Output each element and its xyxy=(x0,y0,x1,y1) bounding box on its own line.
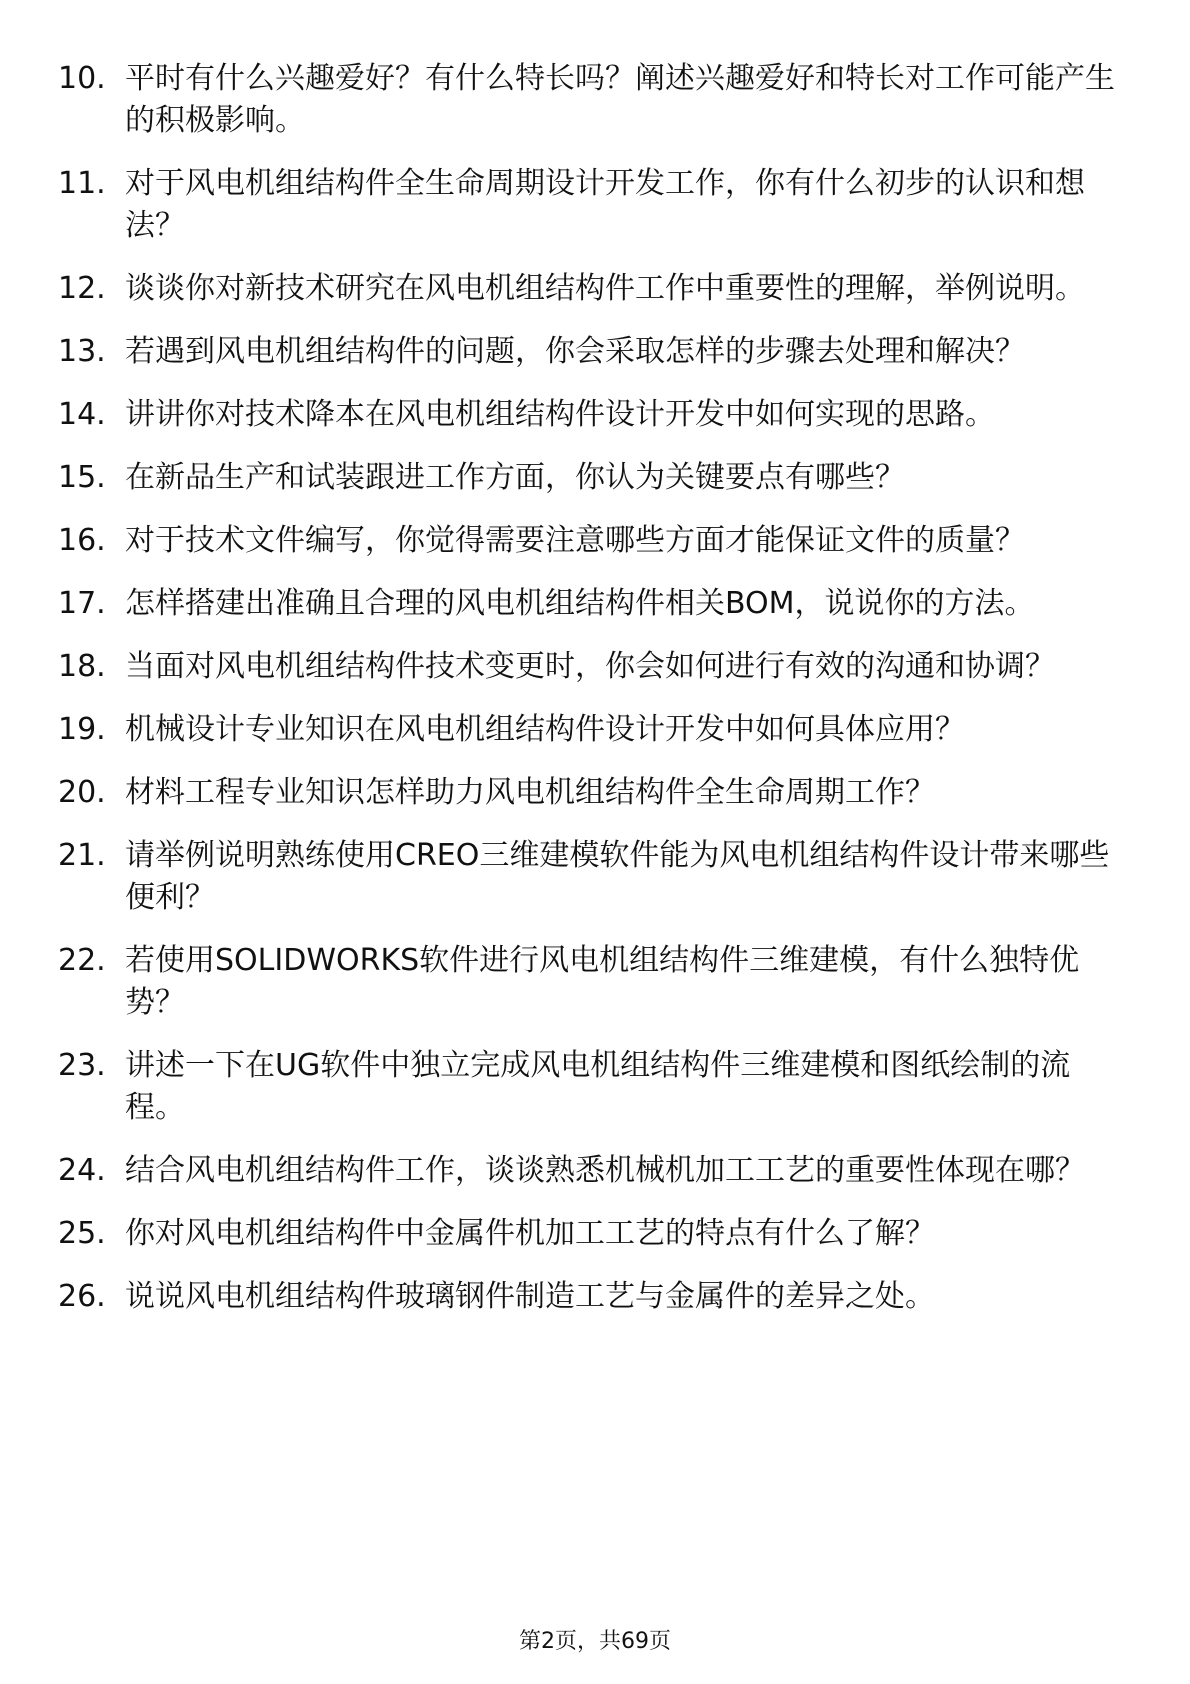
question-text: 材料工程专业知识怎样助力风电机组结构件全生命周期工作？ xyxy=(125,775,935,810)
question-item xyxy=(58,268,1138,310)
question-number: 23. xyxy=(58,1048,106,1083)
question-number: 24. xyxy=(58,1153,106,1188)
question-text: 怎样搭建出准确且合理的风电机组结构件相关BOM，说说你的方法。 xyxy=(125,586,1035,621)
question-item xyxy=(58,583,1138,625)
question-number: 17. xyxy=(58,586,106,621)
page-footer: 第2页，共69页 xyxy=(519,1629,671,1654)
question-text: 在新品生产和试装跟进工作方面，你认为关键要点有哪些？ xyxy=(125,460,905,495)
question-text: 说说风电机组结构件玻璃钢件制造工艺与金属件的差异之处。 xyxy=(125,1279,935,1314)
question-text: 讲述一下在UG软件中独立完成风电机组结构件三维建模和图纸绘制的流程。 xyxy=(125,1048,1071,1125)
question-number: 25. xyxy=(58,1216,106,1251)
question-item xyxy=(58,709,1138,751)
question-number: 26. xyxy=(58,1279,106,1314)
question-text: 若使用SOLIDWORKS软件进行风电机组结构件三维建模，有什么独特优势？ xyxy=(125,943,1080,1020)
question-item xyxy=(58,1276,1138,1318)
question-number: 20. xyxy=(58,775,106,810)
question-item xyxy=(58,1213,1138,1255)
question-number: 16. xyxy=(58,523,106,558)
question-number: 22. xyxy=(58,943,106,978)
question-text: 请举例说明熟练使用CREO三维建模软件能为风电机组结构件设计带来哪些便利？ xyxy=(125,838,1110,915)
question-text: 讲讲你对技术降本在风电机组结构件设计开发中如何实现的思路。 xyxy=(125,397,995,432)
question-number: 14. xyxy=(58,397,106,432)
question-item xyxy=(58,1045,1138,1129)
question-number: 15. xyxy=(58,460,106,495)
question-item xyxy=(58,58,1138,142)
question-item xyxy=(58,1150,1138,1192)
question-text: 结合风电机组结构件工作，谈谈熟悉机械机加工工艺的重要性体现在哪？ xyxy=(125,1153,1085,1188)
question-text: 谈谈你对新技术研究在风电机组结构件工作中重要性的理解，举例说明。 xyxy=(125,271,1085,306)
question-number: 11. xyxy=(58,166,106,201)
question-number: 13. xyxy=(58,334,106,369)
question-text: 当面对风电机组结构件技术变更时，你会如何进行有效的沟通和协调？ xyxy=(125,649,1055,684)
question-number: 12. xyxy=(58,271,106,306)
question-item xyxy=(58,940,1138,1024)
question-list xyxy=(58,58,1138,1339)
question-number: 18. xyxy=(58,649,106,684)
question-text: 平时有什么兴趣爱好？有什么特长吗？阐述兴趣爱好和特长对工作可能产生的积极影响。 xyxy=(125,61,1115,138)
question-text: 你对风电机组结构件中金属件机加工工艺的特点有什么了解？ xyxy=(125,1216,935,1251)
question-number: 19. xyxy=(58,712,106,747)
question-item xyxy=(58,331,1138,373)
question-text: 对于技术文件编写，你觉得需要注意哪些方面才能保证文件的质量？ xyxy=(125,523,1025,558)
question-item xyxy=(58,394,1138,436)
question-item xyxy=(58,163,1138,247)
question-item xyxy=(58,835,1138,919)
question-number: 21. xyxy=(58,838,106,873)
question-text: 若遇到风电机组结构件的问题，你会采取怎样的步骤去处理和解决？ xyxy=(125,334,1025,369)
question-text: 对于风电机组结构件全生命周期设计开发工作，你有什么初步的认识和想法？ xyxy=(125,166,1085,243)
question-text: 机械设计专业知识在风电机组结构件设计开发中如何具体应用？ xyxy=(125,712,965,747)
question-item xyxy=(58,772,1138,814)
question-number: 10. xyxy=(58,61,106,96)
question-item xyxy=(58,520,1138,562)
question-item xyxy=(58,646,1138,688)
question-item xyxy=(58,457,1138,499)
